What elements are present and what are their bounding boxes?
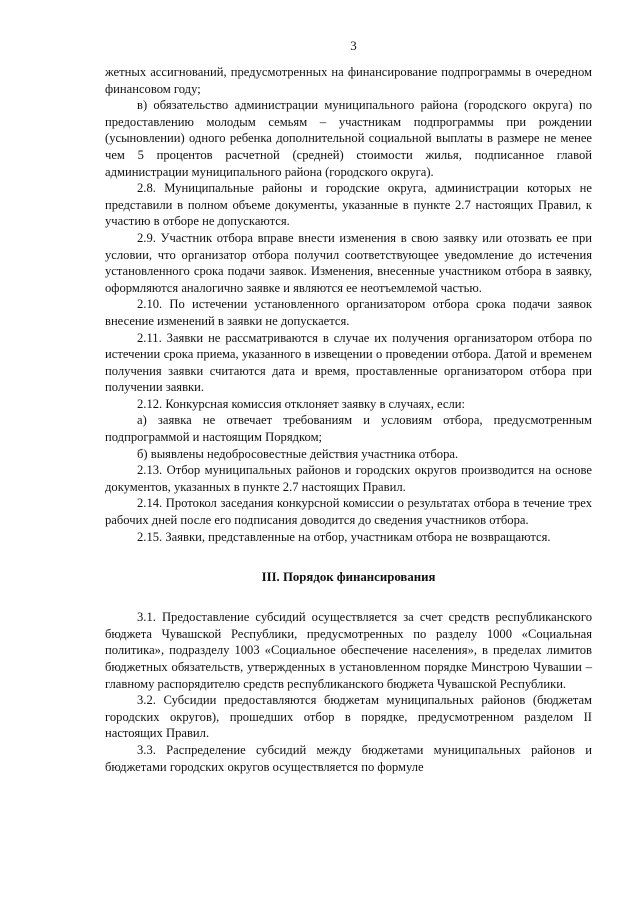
paragraph: а) заявка не отвечает требованиям и условиям отбора, предусмотренным подпрограммой и настоящим Порядком;	[105, 413, 592, 445]
page-number: 3	[350, 38, 357, 53]
paragraph: 2.8. Муниципальные районы и городские округа, администрации которых не представили в полном объеме документы, указанные в пункте 2.7 настоящих Правил, к участию в отборе не допускаются.	[105, 181, 592, 229]
paragraph: 2.10. По истечении установленного организатором отбора срока подачи заявок внесение изменений в заявки не допускается.	[105, 297, 592, 328]
paragraph: 3.3. Распределение субсидий между бюджетами муниципальных районов и бюджетами городских округов осуществляется по формуле	[105, 742, 592, 774]
paragraph: 2.12. Конкурсная комиссия отклоняет заявку в случаях, если:	[137, 396, 466, 411]
paragraph: 2.11. Заявки не рассматриваются в случае их получения организатором отбора по истечении срока приема, указанного в извещении о проведении отбора. Датой и временем получения заявки считаются дата и время, проставленные организатором отбора при получении заявки.	[105, 330, 592, 395]
body-text-top	[105, 64, 592, 545]
body-text-bottom	[105, 609, 592, 775]
paragraph: б) выявлены недобросовестные действия участника отбора.	[137, 446, 459, 461]
paragraph: 2.14. Протокол заседания конкурсной комиссии о результатах отбора в течение трех рабочих дней после его подписания доводится до сведения участников отбора.	[105, 496, 592, 528]
paragraph: 2.9. Участник отбора вправе внести изменения в свою заявку или отозвать ее при условии, что организатор отбора получил соответствующее уведомление до истечения установленного срока подачи заявок. Изменения, внесенные участником отбора в заявку, оформляются аналогично заявке и являются ее неотъемлемой частью.	[105, 230, 592, 295]
paragraph: 2.15. Заявки, представленные на отбор, участникам отбора не возвращаются.	[137, 529, 551, 544]
paragraph: жетных ассигнований, предусмотренных на финансирование подпрограммы в очередном финансовом году;	[105, 65, 592, 96]
paragraph: 2.13. Отбор муниципальных районов и городских округов производится на основе документов, указанных в пункте 2.7 настоящих Правил.	[105, 463, 592, 494]
paragraph: 3.2. Субсидии предоставляются бюджетам муниципальных районов (бюджетам городских округов), прошедших отбор в порядке, предусмотренном разделом II настоящих Правил.	[105, 693, 592, 741]
paragraph: 3.1. Предоставление субсидий осуществляется за счет средств республиканского бюджета Чувашской Республики, предусмотренных по разделу 1000 «Социальная политика», подразделу 1003 «Социальное обеспечение населения», в пределах лимитов бюджетных обязательств, утвержденных в установленном порядке Минстрою Чувашии – главному распорядителю средств республиканского бюджета Чувашской Республики.	[105, 610, 592, 691]
paragraph: в) обязательство администрации муниципального района (городского округа) по предоставлению молодым семьям – участникам подпрограммы при рождении (усыновлении) одного ребенка дополнительной социальной выплаты в размере не менее чем 5 процентов расчетной (средней) стоимости жилья, подписанное главой администрации муниципального района (городского округа).	[105, 98, 592, 179]
section-heading: III. Порядок финансирования	[261, 570, 436, 585]
